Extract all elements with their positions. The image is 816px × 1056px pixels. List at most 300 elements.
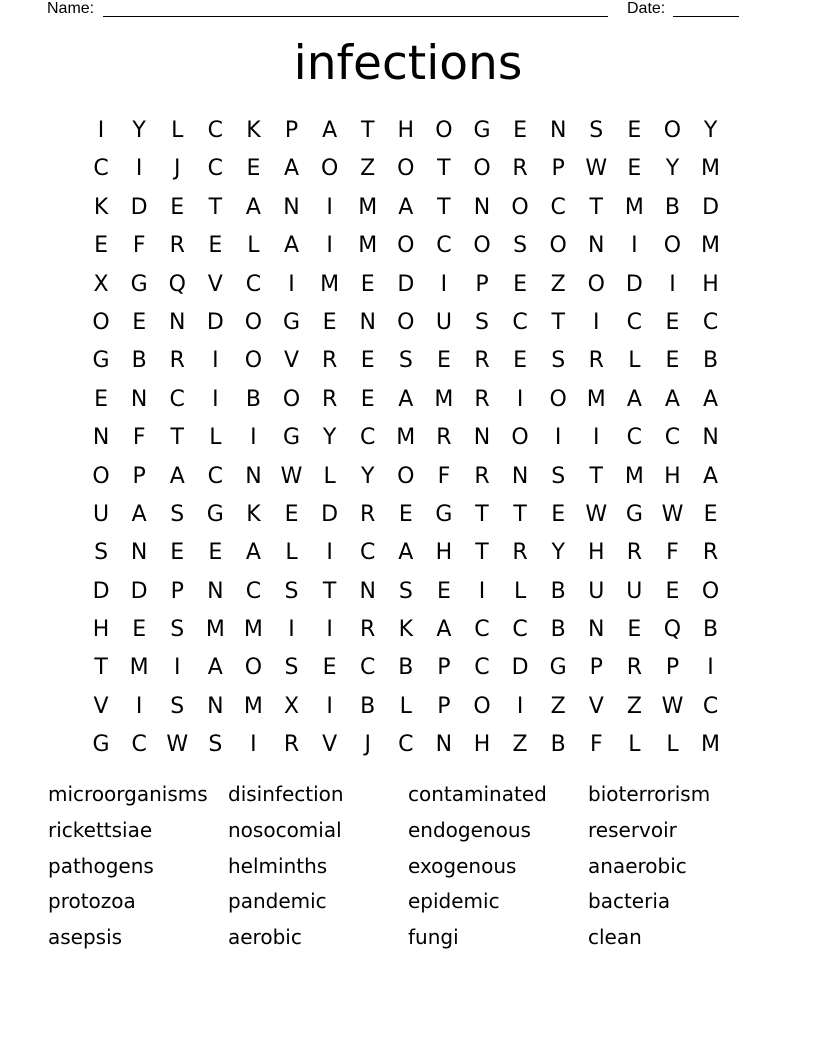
grid-letter: X xyxy=(283,693,300,719)
grid-letter: C xyxy=(169,386,185,412)
grid-letter: E xyxy=(170,194,185,220)
grid-letter: P xyxy=(551,156,565,182)
grid-letter: O xyxy=(397,309,415,335)
grid-letter: I xyxy=(135,693,143,719)
grid-letter: L xyxy=(628,732,641,758)
grid-letter: N xyxy=(207,578,224,604)
grid-letter: P xyxy=(170,578,184,604)
grid-letter: O xyxy=(244,348,263,374)
grid-letter: I xyxy=(326,194,333,220)
grid-letter: R xyxy=(474,348,490,374)
grid-letter: E xyxy=(360,386,375,412)
grid-letter: G xyxy=(549,655,567,681)
grid-letter: K xyxy=(246,118,261,143)
grid-letter: C xyxy=(207,156,224,182)
grid-letter: I xyxy=(516,693,524,719)
grid-letter: I xyxy=(478,578,486,604)
grid-letter: D xyxy=(702,194,720,220)
grid-letter: P xyxy=(132,463,146,489)
grid-letter: R xyxy=(321,386,338,412)
date-line xyxy=(673,16,739,17)
grid-letter: A xyxy=(169,463,185,489)
grid-letter: H xyxy=(397,118,415,143)
word-list-item: nosocomial xyxy=(228,817,342,842)
grid-letter: D xyxy=(206,309,224,335)
grid-letter: C xyxy=(93,156,109,182)
grid-letter: T xyxy=(437,156,451,182)
grid-letter: H xyxy=(92,617,110,643)
grid-letter: J xyxy=(173,156,181,182)
word-list-item: aerobic xyxy=(228,925,302,950)
grid-letter: H xyxy=(664,463,681,489)
grid-letter: M xyxy=(701,233,721,259)
grid-letter: V xyxy=(322,732,338,758)
grid-letter: A xyxy=(245,194,261,220)
grid-letter: R xyxy=(169,348,185,374)
grid-letter: D xyxy=(511,655,529,681)
grid-letter: I xyxy=(326,233,333,259)
grid-letter: R xyxy=(283,732,300,758)
grid-letter: A xyxy=(283,156,300,182)
grid-letter: D xyxy=(130,194,148,220)
grid-letter: A xyxy=(207,655,223,681)
grid-letter: E xyxy=(665,348,680,374)
grid-letter: N xyxy=(92,425,110,451)
grid-letter: E xyxy=(665,309,680,335)
grid-letter: Y xyxy=(322,425,337,451)
grid-letter: E xyxy=(94,233,108,259)
grid-row xyxy=(82,227,732,265)
grid-letter: E xyxy=(284,501,299,527)
grid-letter: E xyxy=(513,271,528,297)
grid-letter: S xyxy=(398,578,413,604)
grid-letter: H xyxy=(702,271,719,297)
grid-letter: I xyxy=(173,655,181,681)
grid-letter: A xyxy=(436,617,452,643)
grid-letter: C xyxy=(360,655,376,681)
grid-letter: M xyxy=(129,655,149,681)
grid-letter: B xyxy=(245,386,261,412)
grid-row xyxy=(82,150,732,188)
grid-letter: T xyxy=(589,194,603,220)
grid-letter: M xyxy=(358,233,378,259)
grid-letter: W xyxy=(661,501,684,527)
grid-row xyxy=(82,381,732,419)
grid-letter: C xyxy=(245,271,262,297)
grid-letter: N xyxy=(588,233,605,259)
grid-letter: M xyxy=(396,425,416,451)
grid-row xyxy=(82,726,732,764)
grid-letter: S xyxy=(284,578,299,604)
grid-letter: A xyxy=(398,540,414,566)
grid-letter: T xyxy=(475,501,489,527)
grid-letter: C xyxy=(436,233,452,259)
grid-letter: G xyxy=(625,501,643,527)
word-list-item: disinfection xyxy=(228,782,344,806)
grid-letter: P xyxy=(437,693,451,719)
grid-letter: R xyxy=(626,540,642,566)
grid-letter: A xyxy=(626,386,642,412)
grid-letter: L xyxy=(247,233,260,259)
grid-letter: I xyxy=(707,655,714,681)
grid-letter: E xyxy=(94,386,108,412)
grid-letter: L xyxy=(666,732,679,758)
grid-letter: Y xyxy=(132,118,146,143)
grid-letter: V xyxy=(93,693,109,719)
grid-letter: E xyxy=(322,655,337,681)
grid-letter: I xyxy=(212,348,219,374)
grid-letter: O xyxy=(92,463,110,489)
grid-letter: A xyxy=(703,463,719,489)
grid-letter: W xyxy=(166,732,189,758)
grid-letter: C xyxy=(702,693,719,719)
grid-letter: Y xyxy=(360,463,375,489)
grid-letter: I xyxy=(135,156,143,182)
grid-letter: O xyxy=(473,156,491,182)
word-list-item: clean xyxy=(588,925,642,950)
grid-letter: A xyxy=(131,501,147,527)
grid-letter: N xyxy=(245,463,262,489)
grid-letter: O xyxy=(473,693,491,719)
grid-letter: E xyxy=(513,348,528,374)
grid-row xyxy=(82,419,732,457)
grid-letter: L xyxy=(399,693,412,719)
grid-letter: E xyxy=(132,617,147,643)
grid-letter: E xyxy=(360,348,375,374)
grid-letter: E xyxy=(398,501,413,527)
grid-letter: E xyxy=(436,578,451,604)
grid-letter: E xyxy=(208,540,223,566)
grid-letter: O xyxy=(549,233,567,259)
grid-letter: I xyxy=(554,425,562,451)
grid-letter: E xyxy=(551,501,566,527)
word-list-item: microorganisms xyxy=(48,782,208,806)
grid-letter: R xyxy=(626,655,642,681)
grid-letter: O xyxy=(282,386,301,412)
grid-letter: S xyxy=(170,501,185,527)
word-list-item: anaerobic xyxy=(588,853,687,878)
grid-letter: T xyxy=(170,425,184,451)
grid-letter: N xyxy=(511,463,529,489)
grid-letter: I xyxy=(326,617,333,643)
grid-letter: K xyxy=(398,617,414,643)
grid-letter: O xyxy=(663,233,682,259)
grid-letter: J xyxy=(364,732,371,758)
grid-letter: S xyxy=(513,233,528,259)
grid-letter: O xyxy=(397,156,415,182)
grid-letter: D xyxy=(92,578,110,604)
grid-letter: E xyxy=(208,233,223,259)
grid-letter: U xyxy=(626,578,643,604)
grid-letter: L xyxy=(513,578,527,604)
grid-row xyxy=(82,304,732,342)
grid-letter: C xyxy=(360,425,376,451)
grid-row xyxy=(82,534,732,572)
grid-letter: M xyxy=(434,386,454,412)
grid-letter: G xyxy=(92,348,110,374)
grid-letter: O xyxy=(244,655,263,681)
grid-letter: L xyxy=(628,348,641,374)
grid-letter: U xyxy=(435,309,452,335)
word-list-item: endogenous xyxy=(408,817,531,842)
grid-letter: Z xyxy=(550,271,566,297)
grid-letter: T xyxy=(437,194,451,220)
grid-letter: B xyxy=(664,194,680,220)
grid-letter: F xyxy=(666,540,679,566)
grid-letter: U xyxy=(92,501,110,527)
grid-letter: V xyxy=(207,271,223,297)
grid-letter: R xyxy=(702,540,719,566)
grid-letter: O xyxy=(549,386,567,412)
grid-letter: C xyxy=(245,578,262,604)
grid-row xyxy=(82,496,732,534)
page-title: infections xyxy=(293,36,523,91)
grid-letter: C xyxy=(474,655,490,681)
grid-row xyxy=(82,189,732,227)
grid-letter: B xyxy=(550,578,566,604)
grid-letter: G xyxy=(473,118,491,143)
grid-letter: O xyxy=(473,233,491,259)
grid-letter: E xyxy=(665,578,680,604)
grid-row xyxy=(82,688,732,726)
grid-letter: N xyxy=(549,118,567,143)
word-list-item: pathogens xyxy=(48,853,154,878)
grid-letter: N xyxy=(435,732,453,758)
grid-letter: W xyxy=(280,463,303,489)
word-list-item: fungi xyxy=(408,925,459,950)
grid-letter: C xyxy=(398,732,414,758)
grid-letter: S xyxy=(589,118,604,143)
grid-letter: R xyxy=(360,617,376,643)
grid-row xyxy=(82,112,732,150)
grid-letter: R xyxy=(169,233,185,259)
grid-letter: U xyxy=(588,578,605,604)
grid-letter: S xyxy=(170,617,185,643)
grid-letter: N xyxy=(283,194,300,220)
grid-letter: P xyxy=(284,118,299,143)
grid-letter: N xyxy=(473,194,491,220)
grid-letter: F xyxy=(589,732,603,758)
word-list-item: exogenous xyxy=(408,853,517,878)
grid-letter: I xyxy=(212,386,219,412)
name-line xyxy=(103,16,608,17)
grid-letter: W xyxy=(585,501,608,527)
grid-letter: I xyxy=(326,693,333,719)
grid-letter: O xyxy=(511,194,529,220)
grid-letter: P xyxy=(665,655,680,681)
grid-letter: T xyxy=(208,194,223,220)
grid-letter: R xyxy=(474,386,490,412)
grid-letter: O xyxy=(701,578,720,604)
grid-row xyxy=(82,458,732,496)
grid-letter: O xyxy=(92,309,110,335)
grid-letter: S xyxy=(398,348,413,374)
word-list-item: helminths xyxy=(228,853,328,878)
grid-letter: I xyxy=(516,386,524,412)
grid-letter: R xyxy=(512,540,528,566)
grid-letter: M xyxy=(701,732,721,758)
grid-letter: B xyxy=(703,617,719,643)
grid-letter: O xyxy=(663,118,682,143)
grid-letter: T xyxy=(513,501,527,527)
grid-letter: G xyxy=(130,271,148,297)
grid-letter: R xyxy=(588,348,604,374)
grid-letter: E xyxy=(360,271,375,297)
grid-letter: D xyxy=(397,271,415,297)
grid-letter: M xyxy=(586,386,606,412)
grid-row xyxy=(82,266,732,304)
grid-letter: S xyxy=(208,732,223,758)
grid-letter: M xyxy=(243,617,263,643)
grid-letter: T xyxy=(322,578,337,604)
grid-letter: A xyxy=(703,386,719,412)
grid-letter: L xyxy=(285,540,298,566)
grid-letter: I xyxy=(97,118,105,143)
grid-letter: B xyxy=(550,617,566,643)
grid-letter: K xyxy=(246,501,261,527)
grid-letter: Z xyxy=(550,693,566,719)
word-list xyxy=(48,777,768,956)
grid-letter: C xyxy=(626,425,643,451)
grid-letter: Z xyxy=(512,732,528,758)
grid-letter: N xyxy=(130,540,148,566)
grid-letter: Y xyxy=(551,540,565,566)
grid-letter: G xyxy=(282,309,301,335)
grid-letter: M xyxy=(320,271,340,297)
grid-letter: F xyxy=(437,463,451,489)
grid-letter: N xyxy=(588,617,605,643)
grid-letter: M xyxy=(701,156,721,182)
grid-letter: C xyxy=(207,463,224,489)
grid-letter: S xyxy=(284,655,299,681)
grid-letter: A xyxy=(398,386,414,412)
grid-letter: E xyxy=(246,156,261,182)
grid-letter: B xyxy=(360,693,376,719)
grid-letter: L xyxy=(171,118,184,143)
grid-row xyxy=(82,649,732,687)
grid-letter: E xyxy=(436,348,451,374)
grid-row xyxy=(82,342,732,380)
grid-letter: C xyxy=(664,425,681,451)
grid-letter: T xyxy=(589,463,603,489)
grid-letter: N xyxy=(207,693,224,719)
grid-letter: O xyxy=(587,271,605,297)
grid-letter: C xyxy=(474,617,490,643)
grid-letter: I xyxy=(250,732,257,758)
grid-letter: H xyxy=(473,732,491,758)
date-label: Date: xyxy=(627,0,666,17)
grid-letter: W xyxy=(585,156,608,182)
grid-letter: I xyxy=(631,233,638,259)
grid-letter: Z xyxy=(360,156,376,182)
grid-letter: C xyxy=(360,540,376,566)
grid-letter: I xyxy=(593,425,600,451)
grid-letter: I xyxy=(669,271,676,297)
grid-letter: D xyxy=(321,501,339,527)
grid-letter: N xyxy=(473,425,491,451)
grid-letter: S xyxy=(94,540,109,566)
grid-letter: C xyxy=(550,194,566,220)
grid-letter: W xyxy=(661,693,684,719)
grid-letter: B xyxy=(550,732,566,758)
grid-letter: H xyxy=(435,540,453,566)
grid-letter: M xyxy=(624,463,644,489)
grid-row xyxy=(82,573,732,611)
grid-letter: E xyxy=(513,118,528,143)
grid-letter: A xyxy=(245,540,261,566)
grid-letter: N xyxy=(359,578,376,604)
grid-letter: A xyxy=(664,386,680,412)
grid-letter: I xyxy=(288,617,295,643)
grid-letter: O xyxy=(320,156,339,182)
grid-letter: C xyxy=(131,732,147,758)
grid-letter: S xyxy=(475,309,489,335)
grid-letter: I xyxy=(288,271,295,297)
grid-letter: S xyxy=(170,693,185,719)
grid-letter: G xyxy=(92,732,110,758)
grid-letter: T xyxy=(551,309,565,335)
grid-letter: O xyxy=(435,118,453,143)
grid-letter: I xyxy=(250,425,257,451)
grid-letter: E xyxy=(627,156,642,182)
grid-letter: N xyxy=(702,425,719,451)
grid-letter: M xyxy=(358,194,378,220)
grid-letter: I xyxy=(440,271,448,297)
grid-letter: D xyxy=(625,271,643,297)
grid-letter: R xyxy=(360,501,376,527)
grid-letter: P xyxy=(589,655,603,681)
grid-letter: K xyxy=(93,194,109,220)
grid-letter: A xyxy=(283,233,300,259)
grid-letter: Z xyxy=(626,693,642,719)
grid-letter: D xyxy=(130,578,148,604)
grid-letter: N xyxy=(169,309,186,335)
grid-letter: I xyxy=(593,309,600,335)
grid-letter: O xyxy=(511,425,529,451)
grid-letter: A xyxy=(322,118,338,143)
word-list-item: rickettsiae xyxy=(48,817,153,842)
grid-letter: E xyxy=(132,309,147,335)
grid-letter: Y xyxy=(703,118,718,143)
grid-letter: O xyxy=(397,463,415,489)
word-list-item: asepsis xyxy=(48,925,123,950)
grid-letter: R xyxy=(474,463,490,489)
grid-letter: Q xyxy=(168,271,186,297)
grid-letter: Q xyxy=(663,617,682,643)
grid-letter: B xyxy=(398,655,414,681)
word-list-item: contaminated xyxy=(408,782,547,806)
word-list-item: protozoa xyxy=(48,889,136,914)
grid-letter: T xyxy=(475,540,489,566)
grid-letter: E xyxy=(170,540,185,566)
grid-letter: Y xyxy=(665,156,680,182)
grid-letter: G xyxy=(282,425,301,451)
grid-letter: C xyxy=(626,309,643,335)
grid-letter: F xyxy=(132,425,146,451)
grid-row xyxy=(82,611,732,649)
grid-letter: C xyxy=(207,118,224,143)
grid-letter: O xyxy=(397,233,415,259)
grid-letter: P xyxy=(437,655,451,681)
grid-letter: C xyxy=(512,309,528,335)
grid-letter: C xyxy=(512,617,528,643)
grid-letter: A xyxy=(398,194,414,220)
header xyxy=(47,0,747,18)
word-list-item: epidemic xyxy=(408,889,500,914)
grid-letter: T xyxy=(94,655,108,681)
letter-grid xyxy=(82,112,732,765)
grid-letter: T xyxy=(360,118,375,143)
